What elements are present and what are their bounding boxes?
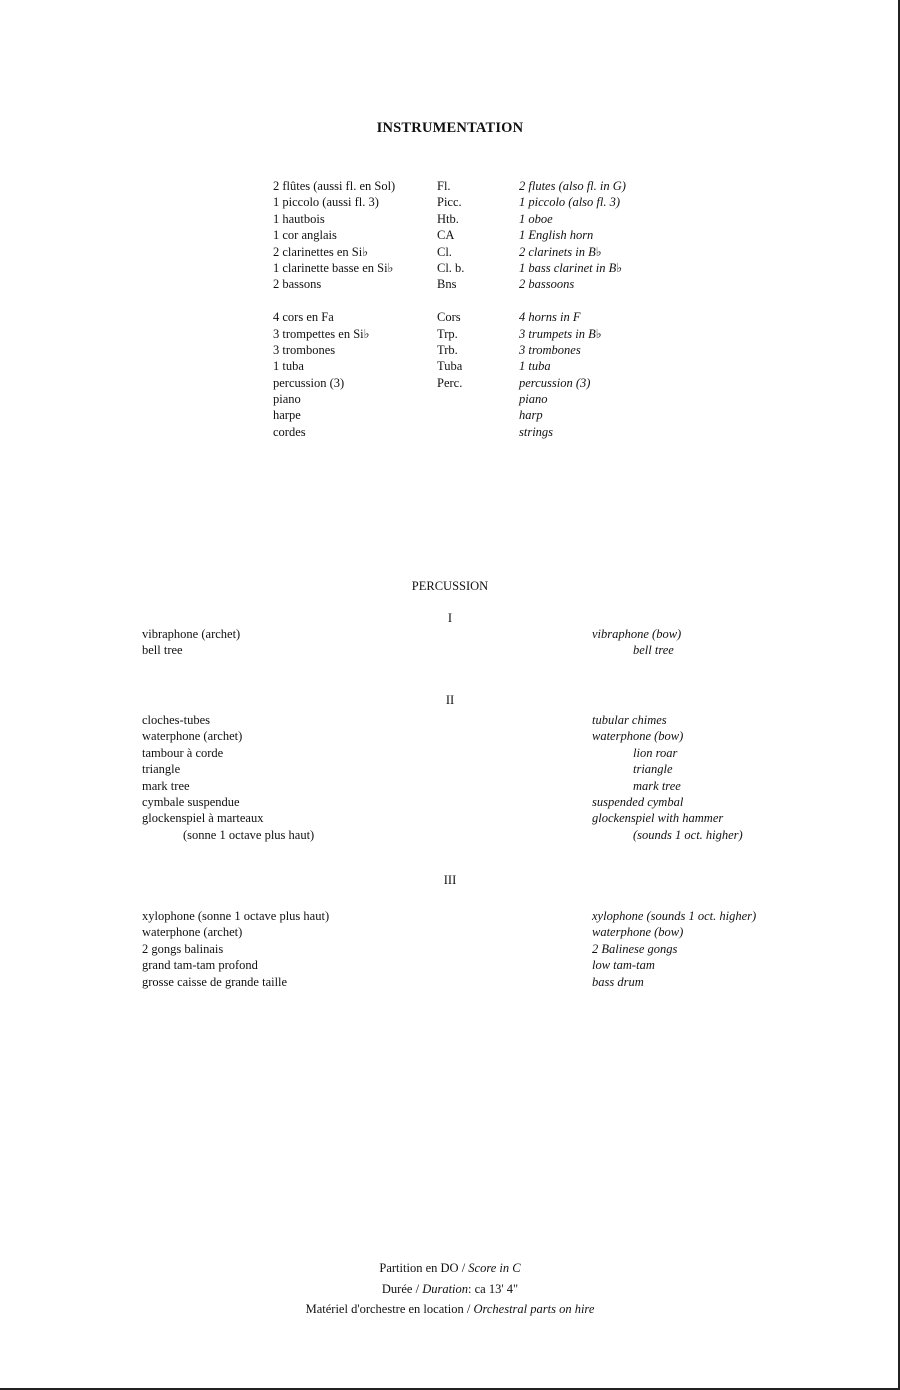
percussion-row [142,810,802,826]
instrument-list [273,178,693,440]
percussion-row [142,626,802,642]
percussion-french: triangle [142,762,181,777]
percussion-french: mark tree [142,778,190,793]
percussion-english: mark tree [633,778,681,793]
instrument-row [273,342,693,358]
footer-separator: / [412,1281,423,1296]
instrument-abbreviation: Cl. b. [437,260,465,275]
instrument-abbreviation: Trp. [437,326,458,341]
percussion-row [142,941,802,957]
percussion-group-label: I [447,611,453,625]
instrument-french: harpe [273,408,301,423]
instrument-abbreviation: Tuba [437,359,463,374]
instrument-row [273,424,693,440]
instrument-abbreviation: Cors [437,310,461,325]
percussion-french: (sonne 1 octave plus haut) [183,827,315,842]
percussion-french: cloches-tubes [142,713,211,727]
instrument-english: harp [519,408,543,423]
instrument-abbreviation: Picc. [437,195,462,210]
instrument-french: cordes [273,424,306,439]
instrument-french: percussion (3) [273,375,345,390]
percussion-english: vibraphone (bow) [592,627,682,641]
footer-duration-french: Durée [381,1281,413,1296]
footer-separator: / [463,1302,474,1316]
percussion-french: grand tam-tam profond [142,958,258,973]
percussion-english: xylophone (sounds 1 oct. higher) [592,909,757,923]
percussion-group-label: II [445,693,455,707]
percussion-row [142,924,802,940]
percussion-group-label: III [443,873,457,887]
percussion-english: glockenspiel with hammer [592,811,724,826]
instrument-english: 1 oboe [519,211,553,226]
instrument-row [273,375,693,391]
percussion-french: glockenspiel à marteaux [142,811,264,826]
instrument-abbreviation: Trb. [437,342,458,357]
percussion-group-2 [142,712,802,843]
instrument-row [273,260,693,276]
percussion-row [142,957,802,973]
instrument-row [273,178,693,194]
instrument-english: 2 flutes (also fl. in G) [519,179,626,193]
instrument-french: 1 hautbois [273,211,325,226]
instrument-abbreviation: Cl. [437,244,452,259]
percussion-english: 2 Balinese gongs [592,941,678,956]
percussion-row [142,974,802,990]
percussion-french: bell tree [142,643,183,658]
percussion-row [142,642,802,658]
instrument-english: 3 trumpets in B♭ [519,326,602,341]
instrument-row [273,309,693,325]
instrument-english: 2 bassoons [519,277,575,292]
footer-duration-line [0,1279,900,1300]
percussion-english: bell tree [633,643,674,658]
footer-parts-line [0,1299,900,1320]
instrument-french: 1 piccolo (aussi fl. 3) [273,195,379,210]
percussion-english: low tam-tam [592,958,655,973]
instrument-row [273,358,693,374]
percussion-english: waterphone (bow) [592,925,684,940]
instrument-english: strings [519,424,554,439]
instrument-french: 3 trompettes en Si♭ [273,326,370,341]
instrument-french: 4 cors en Fa [273,310,334,325]
instrument-english: 1 tuba [519,359,551,374]
percussion-group-1 [142,626,802,659]
instrument-english: piano [519,392,548,407]
percussion-row [142,827,802,843]
percussion-french: grosse caisse de grande taille [142,974,288,989]
instrument-french: 2 flûtes (aussi fl. en Sol) [273,179,396,193]
percussion-row [142,745,802,761]
percussion-english: waterphone (bow) [592,729,684,744]
percussion-english: bass drum [592,974,644,989]
footer-duration-english: Duration [422,1281,469,1296]
instrument-row [273,326,693,342]
percussion-french: tambour à corde [142,745,224,760]
percussion-row [142,778,802,794]
percussion-row [142,761,802,777]
instrument-french: 3 trombones [273,342,336,357]
instrument-abbreviation: Perc. [437,375,463,390]
percussion-french: cymbale suspendue [142,794,240,809]
page-title: INSTRUMENTATION [376,120,524,136]
percussion-french: waterphone (archet) [142,925,243,940]
percussion-row [142,712,802,728]
instrument-french: 2 clarinettes en Si♭ [273,244,369,259]
instrument-french: 1 cor anglais [273,228,337,243]
percussion-row [142,728,802,744]
percussion-french: xylophone (sonne 1 octave plus haut) [142,909,330,923]
instrument-row [273,194,693,210]
instrument-row [273,244,693,260]
instrument-english: percussion (3) [519,375,591,390]
instrument-row [273,407,693,423]
instrument-abbreviation: Fl. [437,179,451,193]
footer-separator: / [458,1261,469,1275]
instrument-english: 1 English horn [519,228,594,243]
percussion-english: (sounds 1 oct. higher) [633,827,743,842]
percussion-french: vibraphone (archet) [142,627,241,641]
percussion-group-3 [142,908,802,990]
footer [0,1258,900,1320]
instrument-french: 1 clarinette basse en Si♭ [273,260,394,275]
instrument-row [273,227,693,243]
percussion-heading: PERCUSSION [411,579,489,593]
instrument-english: 1 piccolo (also fl. 3) [519,195,621,210]
percussion-french: 2 gongs balinais [142,941,224,956]
instrument-english: 3 trombones [519,342,581,357]
instrument-french: 1 tuba [273,359,304,374]
percussion-english: lion roar [633,745,678,760]
percussion-french: waterphone (archet) [142,729,243,744]
instrument-abbreviation: Bns [437,277,457,292]
footer-score-french: Partition en DO [379,1261,459,1275]
footer-score-line [0,1258,900,1279]
instrument-row [273,211,693,227]
footer-parts-french: Matériel d'orchestre en location [305,1302,464,1316]
instrument-french: 2 bassons [273,277,322,292]
percussion-row [142,794,802,810]
percussion-english: suspended cymbal [592,794,684,809]
instrument-abbreviation: CA [437,228,455,243]
instrument-french: piano [273,392,301,407]
instrument-row [273,391,693,407]
instrument-english: 2 clarinets in B♭ [519,244,602,259]
instrument-english: 4 horns in F [519,310,581,325]
instrument-english: 1 bass clarinet in B♭ [519,260,623,275]
footer-parts-english: Orchestral parts on hire [473,1302,595,1316]
percussion-english: triangle [633,762,673,777]
instrument-row [273,276,693,292]
percussion-row [142,908,802,924]
instrument-abbreviation: Htb. [437,211,459,226]
percussion-english: tubular chimes [592,713,667,727]
footer-score-english: Score in C [468,1261,521,1275]
footer-duration-value: : ca 13' 4" [468,1281,519,1296]
